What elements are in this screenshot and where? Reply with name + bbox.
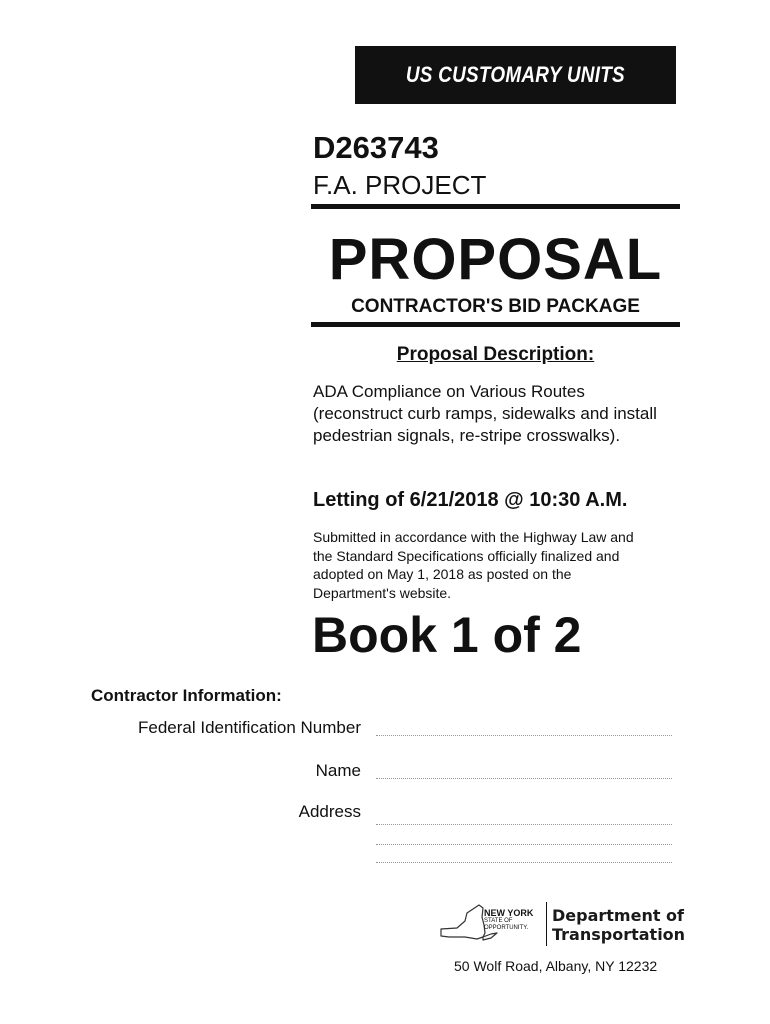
- submitted-line: adopted on May 1, 2018 as posted on the: [313, 566, 572, 582]
- submitted-line: Department's website.: [313, 584, 452, 601]
- description-line: ADA Compliance on Various Routes: [313, 382, 585, 401]
- project-type: F.A. PROJECT: [313, 170, 487, 200]
- submitted-line: Submitted in accordance with the Highway Law and: [313, 529, 634, 545]
- ny-state-logo-text: [484, 908, 533, 932]
- name-label: Name: [315, 761, 361, 780]
- divider-top: [311, 204, 680, 209]
- units-banner: [355, 46, 676, 104]
- address-field-line-3[interactable]: [376, 862, 672, 863]
- dept-line-2: Transportation: [552, 925, 686, 944]
- ny-logo-line-3: OPPORTUNITY.: [484, 925, 529, 931]
- address-field-line-2[interactable]: [376, 844, 672, 845]
- proposal-title: PROPOSAL: [328, 227, 663, 292]
- proposal-subtitle: CONTRACTOR'S BID PACKAGE: [351, 296, 640, 317]
- fein-field[interactable]: [376, 735, 672, 736]
- logo-divider: [546, 902, 547, 946]
- letting-heading: Letting of 6/21/2018 @ 10:30 A.M.: [313, 489, 628, 511]
- description-line: (reconstruct curb ramps, sidewalks and install: [313, 404, 657, 423]
- divider-bottom: [311, 322, 680, 327]
- ny-logo-line-1: NEW YORK: [484, 908, 534, 918]
- description-line: pedestrian signals, re-stripe crosswalks).: [313, 426, 621, 445]
- address-label: Address: [298, 802, 361, 821]
- description-body: [313, 381, 683, 447]
- name-field[interactable]: [376, 778, 672, 779]
- fein-label: Federal Identification Number: [137, 718, 361, 737]
- contractor-info-heading: Contractor Information:: [91, 686, 282, 705]
- dept-line-1: Department of: [552, 906, 685, 925]
- dept-name: [552, 906, 685, 944]
- project-number: D263743: [313, 130, 439, 165]
- units-banner-label: US CUSTOMARY UNITS: [405, 62, 626, 87]
- address-field-line-1[interactable]: [376, 824, 672, 825]
- submitted-line: the Standard Specifications officially finalized and: [313, 547, 620, 564]
- submitted-text: [313, 528, 673, 602]
- book-number: Book 1 of 2: [312, 607, 582, 663]
- footer-address: 50 Wolf Road, Albany, NY 12232: [454, 958, 658, 974]
- ny-logo-line-2: STATE OF: [484, 918, 513, 924]
- description-heading: Proposal Description:: [396, 344, 595, 365]
